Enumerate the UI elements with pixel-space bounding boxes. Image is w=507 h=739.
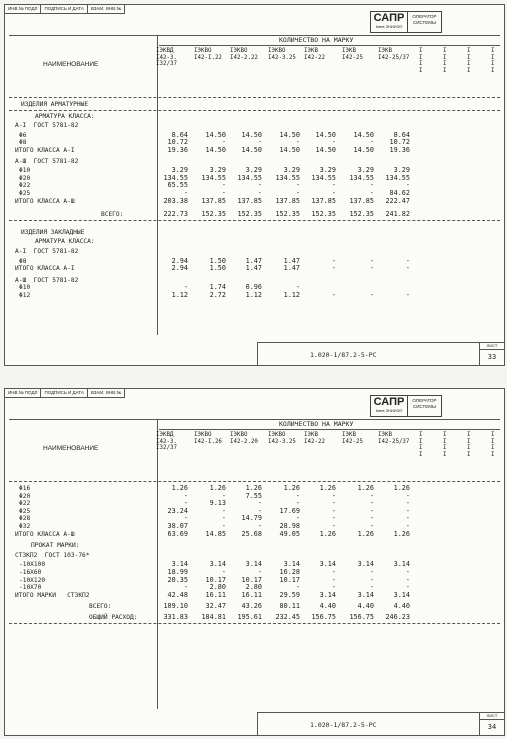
row-value: - <box>331 138 336 147</box>
row-value: 4.40 <box>393 602 410 611</box>
spec-table <box>9 419 500 709</box>
row-value: 134.55 <box>349 173 374 182</box>
row-value: 1.47 <box>283 264 300 273</box>
row-value: 1.26 <box>393 484 410 492</box>
row-value: 134.55 <box>163 173 188 182</box>
row-label: Φ16 <box>19 485 31 492</box>
column-header: IЭКВД I42-3. I32/37 <box>156 48 177 67</box>
row-value: - <box>331 499 336 508</box>
row-value: 222.73 <box>163 210 188 219</box>
row-value: 1.26 <box>171 484 188 492</box>
row-value: 152.35 <box>237 210 262 219</box>
revision-strip <box>5 5 125 14</box>
row-value: 1.12 <box>283 291 300 299</box>
row-value: 20.35 <box>167 575 188 584</box>
drawing-sheet-33 <box>4 4 505 366</box>
row-value: 16.28 <box>279 568 300 576</box>
row-value: - <box>405 583 410 592</box>
row-value: - <box>257 181 262 190</box>
stamp-left <box>371 396 408 416</box>
row-value: 14.50 <box>279 130 300 139</box>
row-value: - <box>221 568 226 576</box>
row-value: - <box>369 514 374 523</box>
row-value: - <box>295 189 300 197</box>
column-header: IЭКВ I42-25 <box>342 432 363 445</box>
row-value: - <box>405 514 410 523</box>
row-value: - <box>369 181 374 190</box>
drawing-sheet-34 <box>4 388 505 736</box>
row-value: 3.14 <box>209 560 226 569</box>
row-value: 241.82 <box>385 210 410 219</box>
row-value: 32.47 <box>205 602 226 611</box>
column-header: IЭКВО I42-3.25 <box>268 432 296 445</box>
row-value: 134.55 <box>275 173 300 182</box>
strip-cell: ВЗАМ. ИНВ.№ <box>88 389 125 398</box>
row-value: - <box>221 181 226 190</box>
column-marker: I I I I <box>443 48 447 74</box>
row-value: - <box>369 499 374 508</box>
row-value: 16.11 <box>205 590 226 599</box>
row-label: ОБЩИЙ РАСХОД: <box>89 614 138 621</box>
row-value: - <box>221 514 226 523</box>
row-label: ИЗДЕЛИЯ ЗАКЛАДНЫЕ <box>21 228 85 236</box>
row-value: 184.81 <box>201 613 226 621</box>
row-value: - <box>257 506 262 515</box>
sheet-label: ЛИСТ <box>480 343 504 350</box>
row-label: ИТОГО МАРКИ СТ3КП2 <box>15 591 90 599</box>
row-value: 14.50 <box>205 146 226 154</box>
stamp-title: САПР <box>373 396 405 408</box>
row-label: ПРОКАТ МАРКИ: <box>31 542 80 550</box>
row-value: 18.99 <box>167 568 188 576</box>
row-value: 137.85 <box>275 196 300 205</box>
row-value: - <box>369 506 374 515</box>
row-value: 28.98 <box>279 522 300 530</box>
row-value: 3.14 <box>393 590 410 599</box>
row-value: 1.26 <box>357 529 374 538</box>
column-header: IЭКВ I42-25/37 <box>378 432 410 445</box>
row-value: 16.11 <box>241 590 262 599</box>
row-value: - <box>405 291 410 299</box>
header-sub-line <box>159 429 500 430</box>
row-value: 14.50 <box>241 146 262 154</box>
strip-cell: ПОДПИСЬ И ДАТА <box>41 389 87 398</box>
row-value: 1.47 <box>245 264 262 273</box>
row-value: 1.74 <box>209 283 226 292</box>
row-value: - <box>369 264 374 273</box>
column-marker: I I I I <box>491 432 495 458</box>
row-value: - <box>331 189 336 197</box>
row-value: - <box>295 499 300 508</box>
sheet-number: 34 <box>487 723 497 731</box>
row-value: - <box>331 522 336 530</box>
sheet-label: ЛИСТ <box>480 713 504 720</box>
row-value: 134.55 <box>385 173 410 182</box>
header-name: НАИМЕНОВАНИЕ <box>43 61 99 68</box>
stamp-subtitle: Киев ЗНИИЭП <box>375 408 403 413</box>
row-value: 10.72 <box>389 138 410 147</box>
section-divider <box>9 110 500 111</box>
column-header: IЭКВ I42-25/37 <box>378 48 410 61</box>
row-value: 156.75 <box>311 613 336 621</box>
row-value: 246.23 <box>385 613 410 621</box>
row-value: 137.85 <box>349 196 374 205</box>
row-value: 3.14 <box>357 590 374 599</box>
row-value: 3.14 <box>283 560 300 569</box>
strip-cell: ИНВ.№ ПОДЛ <box>5 5 41 14</box>
row-value: - <box>331 491 336 500</box>
row-value: 2.94 <box>171 256 188 265</box>
row-value: 3.14 <box>393 560 410 569</box>
row-value: 1.12 <box>245 291 262 299</box>
row-value: - <box>405 575 410 584</box>
row-value: 8.64 <box>171 130 188 139</box>
row-value: - <box>405 181 410 190</box>
header-quantity: КОЛИЧЕСТВО НА МАРКУ <box>279 420 354 428</box>
row-value: 1.26 <box>209 484 226 492</box>
column-marker: I I I I <box>419 432 423 458</box>
sheet-number-box <box>479 343 504 365</box>
row-value: 1.26 <box>319 484 336 492</box>
row-value: 1.26 <box>357 484 374 492</box>
row-value: 3.14 <box>357 560 374 569</box>
row-value: - <box>369 568 374 576</box>
column-header: IЭКВО I42-2.22 <box>230 48 258 61</box>
row-value: - <box>331 568 336 576</box>
table-top-line <box>9 419 500 420</box>
row-value: - <box>295 138 300 147</box>
row-label: -10Х100 <box>19 561 46 569</box>
row-value: 14.79 <box>241 514 262 523</box>
strip-cell: ПОДПИСЬ И ДАТА <box>41 5 87 14</box>
column-marker: I I I I <box>443 432 447 458</box>
row-value: 14.50 <box>315 130 336 139</box>
row-value: 3.14 <box>319 560 336 569</box>
row-label: Φ20 <box>19 174 31 182</box>
spec-table <box>9 35 500 335</box>
row-label: Φ32 <box>19 523 31 530</box>
row-label: А-Ш ГОСТ 5781-82 <box>15 276 79 284</box>
row-value: - <box>405 568 410 576</box>
row-value: - <box>221 491 226 500</box>
row-value: 7.55 <box>245 491 262 500</box>
row-value: - <box>257 568 262 576</box>
row-label: Φ12 <box>19 292 31 299</box>
row-value: 10.72 <box>167 138 188 147</box>
row-value: 4.40 <box>357 602 374 611</box>
column-marker: I I I I <box>491 48 495 74</box>
stamp-operator: ОПЕРАТОР СИСТЕМЫ <box>412 14 437 25</box>
row-label: Φ25 <box>19 507 31 515</box>
row-value: 1.47 <box>283 256 300 265</box>
row-value: 10.17 <box>279 575 300 584</box>
header-bottom-line <box>9 481 500 482</box>
row-label: АРМАТУРА КЛАССА: <box>35 112 95 120</box>
row-value: 195.61 <box>237 613 262 621</box>
row-value: - <box>405 491 410 500</box>
row-value: 1.26 <box>283 484 300 492</box>
column-header: IЭКВО I42-I.26 <box>194 432 222 445</box>
row-value: 17.69 <box>279 506 300 515</box>
row-value: 49.05 <box>279 529 300 538</box>
row-value: 1.12 <box>171 291 188 299</box>
row-label: Φ22 <box>19 182 31 190</box>
row-value: 152.35 <box>311 210 336 219</box>
row-value: 1.26 <box>319 529 336 538</box>
row-label: А-I ГОСТ 5781-82 <box>15 248 79 255</box>
row-value: 2.80 <box>245 583 262 592</box>
row-value: 134.55 <box>237 173 262 182</box>
row-value: - <box>405 256 410 265</box>
row-value: - <box>221 189 226 197</box>
row-value: - <box>183 583 188 592</box>
row-value: 0.96 <box>245 283 262 292</box>
row-value: - <box>295 283 300 292</box>
row-value: 14.85 <box>205 529 226 538</box>
row-value: - <box>331 181 336 190</box>
row-value: 134.55 <box>311 173 336 182</box>
column-header: IЭКВ I42-22 <box>304 432 325 445</box>
sapr-stamp <box>370 395 442 417</box>
row-value: - <box>221 506 226 515</box>
row-label: Φ6 <box>19 131 27 139</box>
row-value: - <box>221 522 226 530</box>
column-header: IЭКВО I42-2.20 <box>230 432 258 445</box>
row-value: 3.14 <box>319 590 336 599</box>
row-value: 9.13 <box>209 499 226 508</box>
row-label: -10Х120 <box>19 576 46 584</box>
row-label: Φ28 <box>19 515 31 523</box>
row-value: - <box>295 583 300 592</box>
row-label: Φ20 <box>19 492 31 500</box>
row-label: ИЗДЕЛИЯ АРМАТУРНЫЕ <box>21 101 89 108</box>
row-value: 14.50 <box>315 146 336 154</box>
row-value: 3.14 <box>171 560 188 569</box>
row-value: - <box>221 138 226 147</box>
column-marker: I I I I <box>467 48 471 74</box>
row-value: 1.50 <box>209 256 226 265</box>
column-header: IЭКВО I42-I.22 <box>194 48 222 61</box>
row-value: 3.29 <box>357 166 374 175</box>
row-value: 156.75 <box>349 613 374 621</box>
row-value: 1.50 <box>209 264 226 273</box>
row-value: 222.47 <box>385 196 410 205</box>
row-value: - <box>405 264 410 273</box>
row-value: 3.29 <box>393 166 410 175</box>
row-label: Φ25 <box>19 190 31 197</box>
row-value: 2.72 <box>209 291 226 299</box>
row-value: - <box>369 575 374 584</box>
title-block <box>257 342 504 365</box>
row-value: 3.29 <box>245 166 262 175</box>
row-value: 14.50 <box>279 146 300 154</box>
row-value: 80.11 <box>279 602 300 611</box>
stamp-subtitle: Киев ЗНИИЭП <box>375 24 403 29</box>
row-value: 152.35 <box>349 210 374 219</box>
row-value: 3.29 <box>171 166 188 175</box>
row-value: - <box>331 256 336 265</box>
row-value: 203.38 <box>163 196 188 205</box>
row-value: 38.07 <box>167 522 188 530</box>
row-value: - <box>369 189 374 197</box>
row-value: 134.55 <box>201 173 226 182</box>
row-value: - <box>183 283 188 292</box>
header-bottom-line <box>9 97 500 98</box>
row-value: - <box>257 499 262 508</box>
drawing-code: 1.020-1/87.2-5-РС <box>310 721 377 729</box>
row-value: 19.36 <box>389 146 410 154</box>
row-value: 8.64 <box>393 130 410 139</box>
row-value: 3.29 <box>209 166 226 175</box>
stamp-title: САПР <box>373 12 405 24</box>
row-value: 14.50 <box>241 130 262 139</box>
row-value: 19.36 <box>167 146 188 154</box>
row-value: 2.94 <box>171 264 188 273</box>
strip-cell: ВЗАМ. ИНВ.№ <box>88 5 125 14</box>
row-label: Φ22 <box>19 500 31 508</box>
row-value: 137.85 <box>237 196 262 205</box>
revision-strip <box>5 389 125 398</box>
row-label: СТ3КП2 ГОСТ 103-76* <box>15 551 90 559</box>
row-value: - <box>331 264 336 273</box>
row-value: 1.47 <box>245 256 262 265</box>
row-value: - <box>369 291 374 299</box>
row-value: 29.59 <box>279 590 300 599</box>
row-value: - <box>257 138 262 147</box>
header-sub-line <box>159 45 500 46</box>
row-label: ВСЕГО: <box>101 211 124 219</box>
row-value: 152.35 <box>275 210 300 219</box>
row-value: 84.62 <box>389 189 410 197</box>
row-value: - <box>257 189 262 197</box>
drawing-code: 1.020-1/87.2-5-РС <box>310 351 377 359</box>
row-value: 3.14 <box>245 560 262 569</box>
row-label: Φ8 <box>19 257 27 265</box>
row-value: - <box>369 522 374 530</box>
row-value: - <box>183 499 188 508</box>
row-label: А-Ш ГОСТ 5781-82 <box>15 157 79 165</box>
row-label: Φ10 <box>19 167 31 175</box>
row-value: 331.83 <box>163 613 188 621</box>
row-value: - <box>331 506 336 515</box>
row-value: - <box>295 491 300 500</box>
row-value: 3.29 <box>319 166 336 175</box>
column-marker: I I I I <box>467 432 471 458</box>
row-label: Φ10 <box>19 284 31 292</box>
row-value: - <box>369 491 374 500</box>
row-label: Φ8 <box>19 139 27 147</box>
section-divider <box>9 623 500 624</box>
row-value: 1.26 <box>393 529 410 538</box>
row-label: ИТОГО КЛАССА А-I <box>15 265 75 273</box>
row-value: 23.24 <box>167 506 188 515</box>
row-value: - <box>257 522 262 530</box>
column-marker: I I I I <box>419 48 423 74</box>
header-name: НАИМЕНОВАНИЕ <box>43 445 99 452</box>
row-label: ИТОГО КЛАССА А-I <box>15 147 75 154</box>
row-value: 3.29 <box>283 166 300 175</box>
row-value: - <box>183 514 188 523</box>
row-value: - <box>405 499 410 508</box>
stamp-operator: ОПЕРАТОР СИСТЕМЫ <box>412 398 437 409</box>
section-divider <box>9 220 500 221</box>
row-value: - <box>369 138 374 147</box>
row-label: АРМАТУРА КЛАССА: <box>35 238 95 246</box>
column-header: IЭКВ I42-22 <box>304 48 325 61</box>
row-value: 1.26 <box>245 484 262 492</box>
row-value: - <box>331 583 336 592</box>
row-value: - <box>183 491 188 500</box>
row-value: 152.35 <box>201 210 226 219</box>
row-value: - <box>369 583 374 592</box>
row-value: 65.55 <box>167 181 188 190</box>
sheet-number: 33 <box>487 353 497 361</box>
row-value: 43.26 <box>241 602 262 611</box>
row-value: 137.85 <box>201 196 226 205</box>
row-value: - <box>369 256 374 265</box>
row-value: 4.40 <box>319 602 336 611</box>
row-value: 14.50 <box>205 130 226 139</box>
sheet-number-box <box>479 713 504 735</box>
row-value: - <box>331 575 336 584</box>
header-quantity: КОЛИЧЕСТВО НА МАРКУ <box>279 36 354 44</box>
row-value: 14.50 <box>353 146 374 154</box>
row-value: - <box>405 522 410 530</box>
row-value: 232.45 <box>275 613 300 621</box>
row-value: 109.10 <box>163 602 188 611</box>
row-value: 25.68 <box>241 529 262 538</box>
sapr-stamp <box>370 11 442 33</box>
row-label: -16Х60 <box>19 569 42 576</box>
row-label: А-I ГОСТ 5781-82 <box>15 122 79 130</box>
row-value: 137.85 <box>311 196 336 205</box>
row-value: - <box>405 506 410 515</box>
row-value: - <box>183 189 188 197</box>
row-value: - <box>331 291 336 299</box>
row-value: 10.17 <box>241 575 262 584</box>
row-value: 63.69 <box>167 529 188 538</box>
row-label: ИТОГО КЛАССА А-Ш <box>15 197 75 205</box>
row-label: ВСЕГО: <box>89 603 112 611</box>
row-value: - <box>331 514 336 523</box>
title-block <box>257 712 504 735</box>
row-value: 42.48 <box>167 590 188 599</box>
column-header: IЭКВД I42-3. I32/37 <box>156 432 177 451</box>
column-header: IЭКВО I42-3.25 <box>268 48 296 61</box>
table-top-line <box>9 35 500 36</box>
row-value: - <box>295 514 300 523</box>
column-header: IЭКВ I42-25 <box>342 48 363 61</box>
row-value: - <box>295 181 300 190</box>
strip-cell: ИНВ.№ ПОДЛ <box>5 389 41 398</box>
row-label: -10Х70 <box>19 584 42 592</box>
row-value: 14.50 <box>353 130 374 139</box>
row-value: 2.80 <box>209 583 226 592</box>
stamp-left <box>371 12 408 32</box>
row-label: ИТОГО КЛАССА А-Ш <box>15 530 75 538</box>
row-value: 10.17 <box>205 575 226 584</box>
